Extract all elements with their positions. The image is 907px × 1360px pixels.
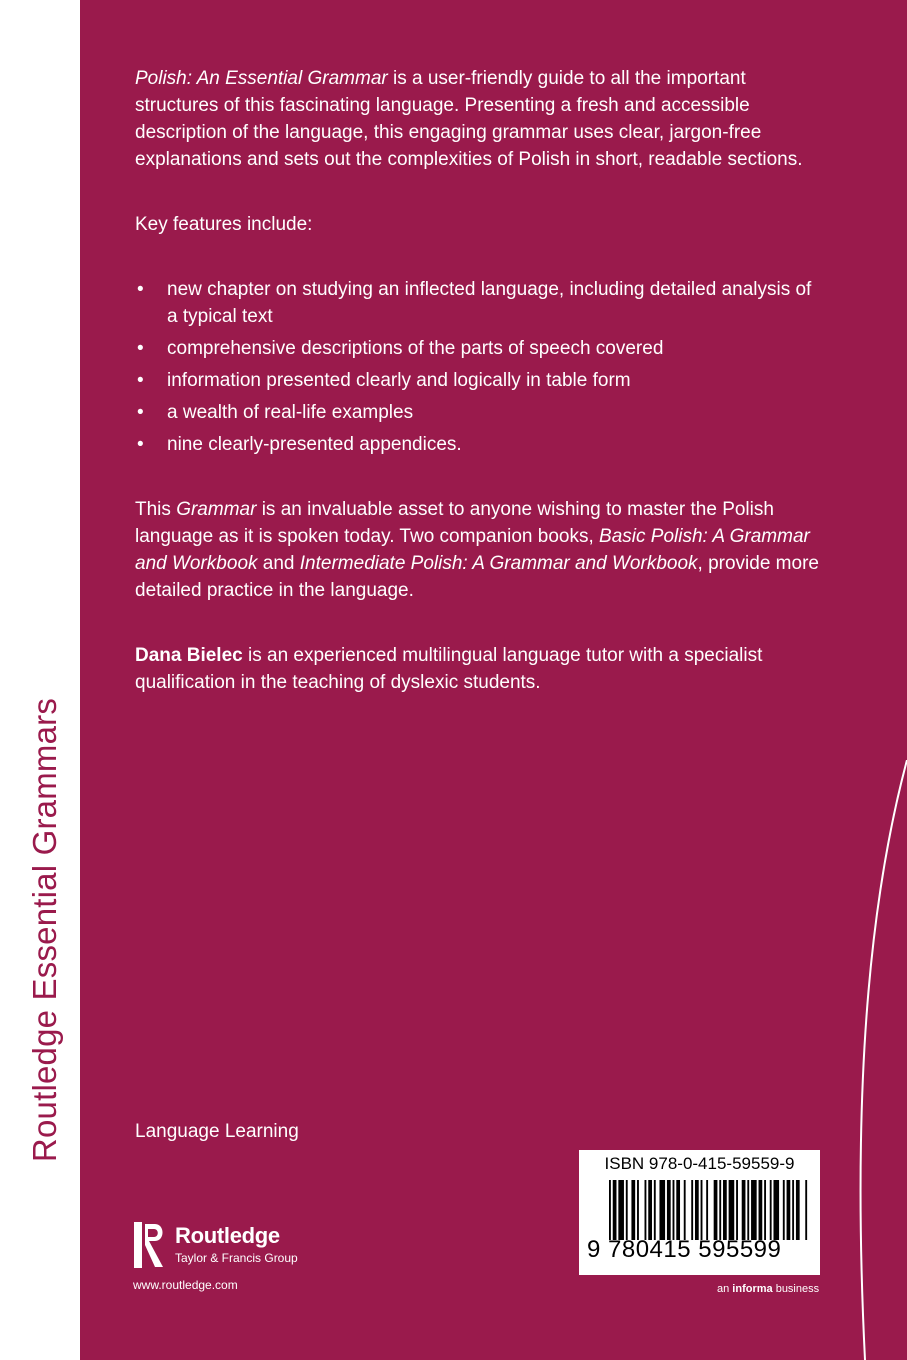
publisher-name: Routledge [175,1223,280,1248]
barcode-bar [706,1180,708,1240]
barcode-bar [695,1180,699,1240]
list-item [135,276,825,330]
barcode-bar [719,1180,721,1240]
barcode-bar [618,1180,624,1240]
barcode-bar [626,1180,628,1240]
isbn-label: ISBN 978-0-415-59559-9 [604,1154,795,1173]
bullet-icon: • [137,338,144,359]
barcode-bar [609,1180,611,1240]
bullet-icon: • [137,434,144,455]
barcode-bar [770,1180,772,1240]
feature-text: a wealth of real-life examples [167,402,414,423]
barcode-bar [645,1180,647,1240]
barcode-bar [792,1180,794,1240]
publisher-group: Taylor & Francis Group [175,1251,298,1265]
barcode-bar [673,1180,675,1240]
companion-text: This [135,499,177,520]
list-item [135,367,825,394]
features-heading: Key features include: [135,214,313,235]
barcode-bar [648,1180,652,1240]
barcode-bar [747,1180,749,1240]
feature-text: new chapter on studying an inflected language, including detailed analysis of a typical text [167,279,812,327]
spine-strip [0,0,80,1360]
category-label: Language Learning [135,1121,299,1142]
barcode-bars [609,1180,809,1240]
feature-text: nine clearly-presented appendices. [167,434,462,455]
bullet-icon: • [137,402,144,423]
barcode-bar [796,1180,800,1240]
author-bio: is an experienced multilingual language tutor with a specialist qualification in the teaching of dyslexic students. [135,645,763,693]
back-cover-content [135,65,825,696]
companion-text: , provide more detailed practice in the language. [135,553,819,601]
barcode-bar [714,1180,718,1240]
companion-text: and [257,553,300,574]
barcode-bar [723,1180,727,1240]
barcode-panel [579,1150,820,1275]
list-item [135,399,825,426]
companion-paragraph [135,496,825,604]
barcode-bar [701,1180,703,1240]
barcode-bar [691,1180,693,1240]
barcode-bar [783,1180,785,1240]
series-title: Routledge Essential Grammars [26,697,63,1163]
barcode-bar [613,1180,617,1240]
barcode-bar [676,1180,680,1240]
barcode-bar [654,1180,656,1240]
bullet-icon: • [137,279,144,300]
companion-italic: Grammar [176,499,257,520]
barcode-bar [667,1180,671,1240]
publisher-logo [133,1221,333,1271]
barcode-bar [773,1180,779,1240]
informa-suffix: business [772,1283,820,1295]
features-list [135,276,825,458]
barcode-digits: 9 780415 595599 [587,1236,782,1263]
barcode-bar [637,1180,639,1240]
description-text: is a user-friendly guide to all the important structures of this fascinating language. Presenting a fresh and accessible description of the language, this engaging grammar uses clear, jargon-free explanations and sets out the complexities of Polish in short, readable sections. [135,68,803,170]
feature-text: information presented clearly and logically in table form [167,370,631,391]
list-item [135,335,825,362]
routledge-r-logo-icon [133,1221,167,1269]
publisher-url[interactable]: www.routledge.com [133,1278,238,1292]
barcode-bar [659,1180,665,1240]
feature-text: comprehensive descriptions of the parts of speech covered [167,338,664,359]
barcode-bar [631,1180,635,1240]
decorative-curve [820,760,907,1360]
list-item [135,431,825,458]
barcode-bar [764,1180,766,1240]
barcode-bar [805,1180,807,1240]
barcode-bar [736,1180,738,1240]
bullet-icon: • [137,370,144,391]
author-paragraph [135,642,825,696]
companion-text: is an invaluable asset to anyone wishing to master the Polish language as it is spoken today. Two companion books, [135,499,774,547]
barcode-bar [759,1180,763,1240]
informa-brand: informa [732,1283,773,1295]
book-title: Polish: An Essential Grammar [135,68,388,89]
author-name: Dana Bielec [135,645,243,666]
informa-tagline [717,1283,819,1295]
companion-book-title: Intermediate Polish: A Grammar and Workbook [299,553,698,574]
description-paragraph [135,65,825,173]
barcode-bar [751,1180,757,1240]
barcode-bar [787,1180,791,1240]
barcode-bar [729,1180,735,1240]
informa-prefix: an [717,1283,733,1295]
barcode-bar [684,1180,686,1240]
companion-book-title: Basic Polish: A Grammar and Workbook [135,526,810,574]
barcode-bar [742,1180,746,1240]
